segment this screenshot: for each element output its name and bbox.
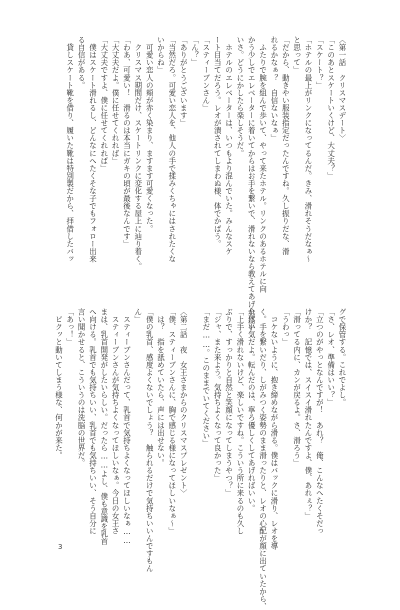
- text-line: 「立つのがやっとなんですが！ あれ？ 俺、こんなへたくそだっ: [315, 308, 325, 535]
- text-line: 「まだ……。このままでいてください」: [201, 308, 211, 448]
- text-line: クリスマス期間だけ、スケートリンクに変化する屋上に辿り着く。: [133, 36, 143, 271]
- text-line: まは、乳首開発がしたいらしい。だったら……よし、僕も意識を乳首: [99, 308, 109, 546]
- text-line: 「ホテルの最上がリンクになってるんだ。きみ、滑れそうだなぁ～: [303, 36, 313, 263]
- text-line: る自信がある。: [77, 36, 87, 89]
- text-line: 「このあとスケートいくけど、大丈夫？」: [326, 36, 336, 180]
- text-line: 「上手く滑れないけど、楽しいですね。こういう所に来るのも久し: [235, 308, 245, 535]
- text-line: 貸しスケート靴を借り、履いた靴は特別製だから、拝借したバッ: [65, 36, 75, 263]
- text-line: 「スティーブンさん」: [201, 36, 211, 112]
- text-line: ピクッと動いてしまう様な、何かが来た。: [54, 308, 64, 459]
- text-line: へ向ける。乳首でも気持ちいい、乳首でも気持ちいい、そう自分に: [88, 308, 98, 535]
- text-line: 「さ、レオ、準備はいい？」: [326, 308, 336, 407]
- text-line: 「ありがとうございます」: [179, 36, 189, 127]
- text-line: いさ。どうにかしたら楽しそうだ。: [235, 36, 245, 157]
- text-line: 可愛い恋人の頬が赤く染まり、ますます可愛くなった。: [145, 36, 155, 233]
- text-line: 「ん？」: [190, 36, 200, 67]
- text-line: [189, 308, 200, 530]
- text-line: 「だから、動きやい服装指定だったんですね。久し振りだな、滑: [281, 36, 291, 255]
- text-line: ぶりで、すっかりと自然と笑顔になってしまうやつ？」: [224, 308, 234, 497]
- text-line: コケないように、抱き締めながら滑る。僕はバックに滑り、レオを導: [269, 308, 279, 550]
- text-line: 言い聞かせると、こういうのは洗脳の世界だ。: [77, 308, 87, 467]
- text-line: いからね」: [156, 36, 166, 74]
- text-line: 僕はスケート滑れるし、どんなにへたくそな子でもフォロー出来: [88, 36, 98, 263]
- text-line: スティーブンさんが気持ちよくなってほしいなぁ。今日の女王さ: [111, 308, 121, 535]
- text-line: 「わあ、可愛い！ 滑るのは本当にガキの頃が最後なんです」: [122, 36, 132, 248]
- text-line: 「僕の乳首、感度よくないでしょう？ 触られるだけで気持ちいいんですもん: [145, 308, 155, 573]
- text-line: 「ジャ、また来よう。気持ちよくなって良かった」: [213, 308, 223, 482]
- text-line: ホテルのエレベーターは、いつもより混んでいた。みんなスケ: [224, 36, 234, 255]
- text-line: 「僕、スティーブンさんに、胸で感じる様になってほしいなぁ～」: [167, 308, 177, 535]
- text-line: 「スケート？」: [315, 36, 325, 89]
- text-line: ふたりで腕を組んで歩いて、やって来たホテル。リンクのあるホテルに向: [258, 36, 268, 293]
- text-line: 「うわっ」: [281, 308, 291, 346]
- text-line: ート目当てだろう。レオが潰されてしまわぬ様、体でかばう。: [213, 36, 223, 248]
- text-line: は？ 指を舐めていたら、声には出せない。: [156, 308, 166, 467]
- text-line: 「大丈夫ですよ、僕に任せてくれれば」: [99, 36, 109, 172]
- text-line: 「大丈夫だよ。僕に任せてくれれば」: [111, 36, 121, 165]
- text-line: かう少しでエレベーターに着いてからはお手を繋いで、滑れないなら教えてあげればい: [247, 36, 257, 331]
- text-line: と思って」: [292, 36, 302, 74]
- text-line: グで保管する。これでよし。: [338, 308, 347, 407]
- text-line: 全然平気だよ。転んだのは、寧ろ優しくしてあげればいい。: [247, 308, 257, 512]
- page-number: 3: [58, 543, 63, 551]
- text-line: スティーブンさんだって、乳首で気持ちよくなってほしいなぁ……: [122, 308, 132, 546]
- text-line: れるかなぁ？ 自信ないなぁ」: [269, 36, 279, 142]
- text-line: 「当然だろ。可愛い恋人を、他人の手で揉みくちゃにはされたくな: [167, 36, 177, 263]
- text-line: ん」: [133, 308, 143, 324]
- text-line: く。手を繋いだり、しがみつく姿勢のまま滑ったりと、レオの心配が顔に出ていたから、: [258, 308, 268, 610]
- bottom-text-column: [54, 308, 348, 610]
- text-line: 〈第一話 クリスマスデート〉: [338, 36, 347, 142]
- text-line: けか？ 記憶では、スイスイ滑れたんですよ、僕、あれぇ？」: [303, 308, 313, 520]
- text-line: 〈第二話 夜 女王さまからのクリスマスプレゼント〉: [179, 308, 189, 497]
- text-line: 「滑ってる内に、カンが戻るよ。さ、滑ろう」: [292, 308, 302, 467]
- text-line: 「あっ！」: [65, 308, 75, 346]
